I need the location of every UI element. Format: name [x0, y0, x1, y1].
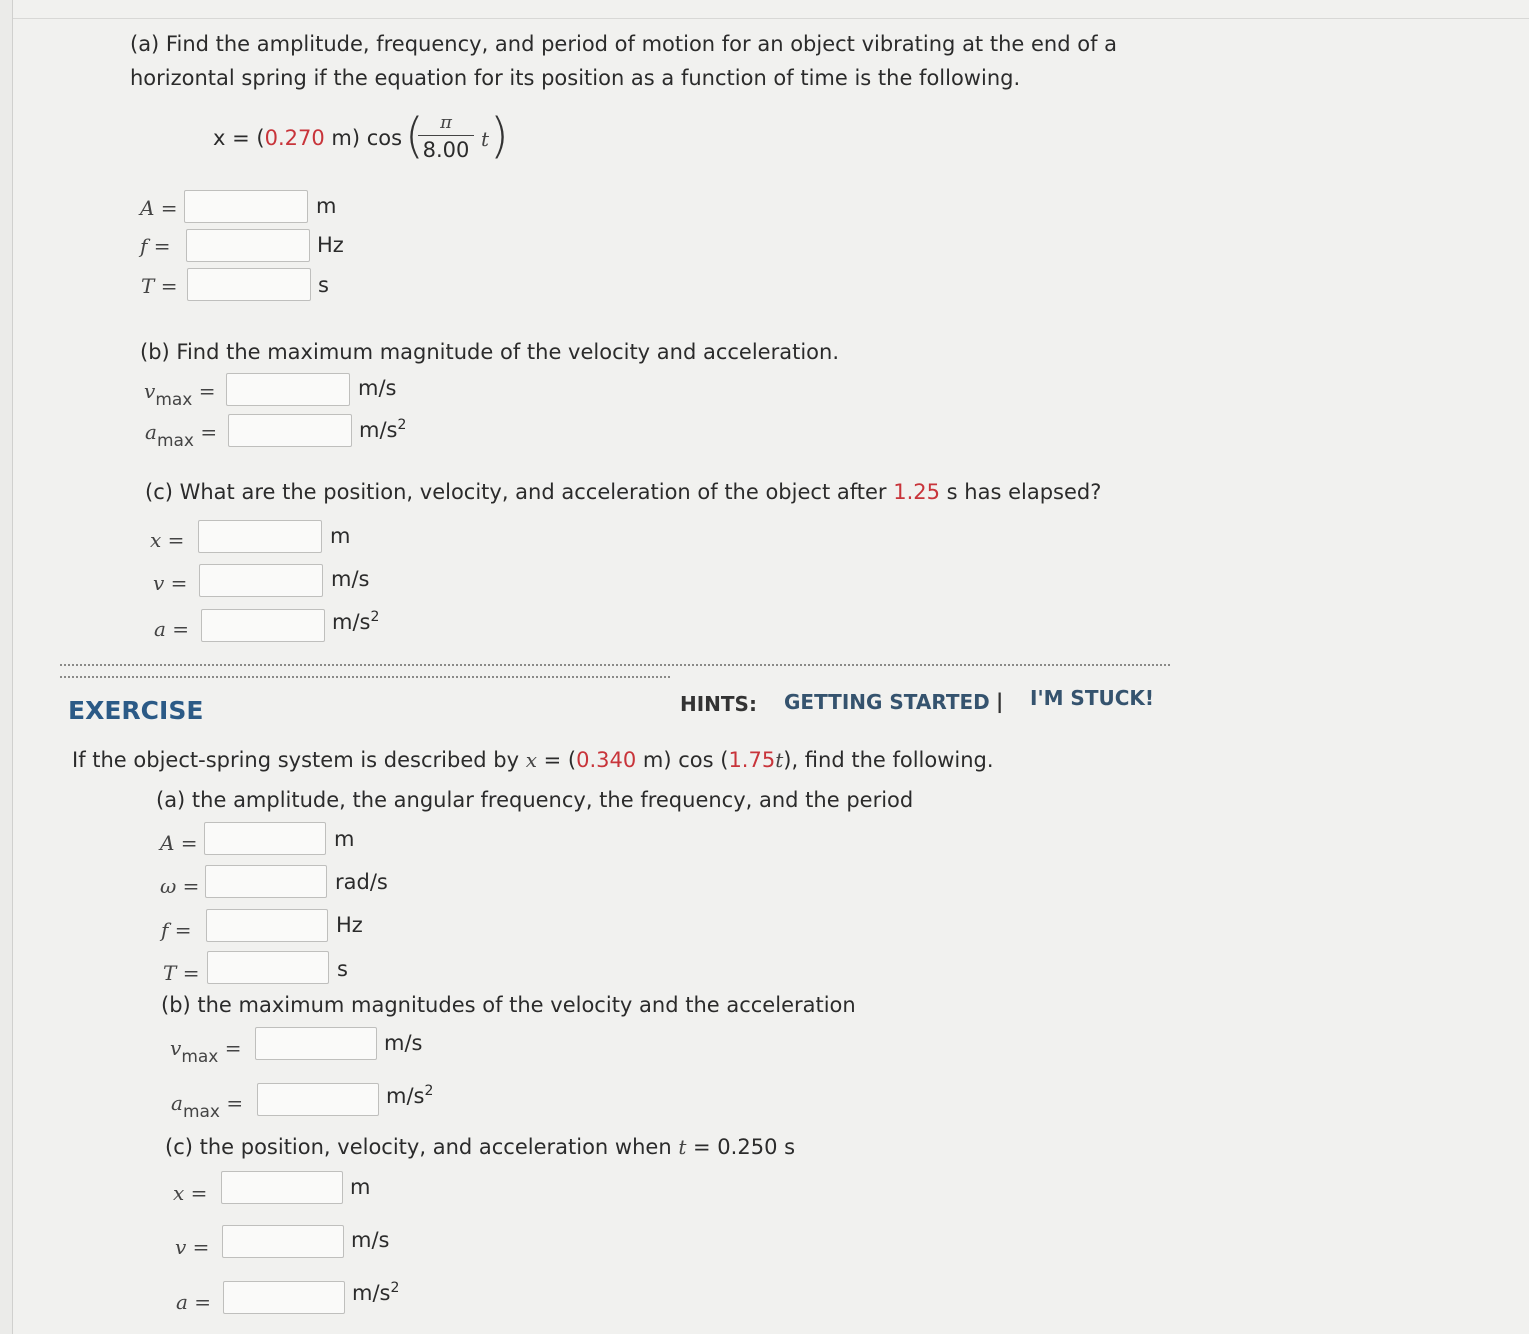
- part-c-time: 1.25: [893, 480, 940, 504]
- ex-acceleration-input[interactable]: [223, 1281, 345, 1314]
- ex-label-A: A =: [160, 831, 198, 855]
- label-f: f =: [140, 234, 171, 258]
- ex-unit-vmax: m/s: [384, 1031, 423, 1055]
- intro-post: ), find the following.: [783, 748, 994, 772]
- ex-unit-a: [352, 1280, 399, 1305]
- ex-angular-frequency-input[interactable]: [205, 865, 327, 898]
- period-input[interactable]: [187, 268, 311, 301]
- section-divider: [60, 664, 1170, 666]
- part-a-prompt-line1: (a) Find the amplitude, frequency, and period of motion for an object vibrating at the end of a: [130, 32, 1117, 56]
- top-divider: [12, 18, 1529, 19]
- ex-a-symbol: a: [171, 1091, 183, 1115]
- ex-unit-s: s: [337, 957, 348, 981]
- vmax-input[interactable]: [226, 373, 350, 406]
- equation-amplitude: 0.270: [264, 126, 325, 150]
- hint-getting-started-link[interactable]: GETTING STARTED: [784, 690, 990, 714]
- ex-unit-rad-s: rad/s: [335, 870, 388, 894]
- ex-v-symbol: v: [170, 1036, 182, 1060]
- part-c-post: s has elapsed?: [939, 480, 1102, 504]
- label-a: a =: [154, 617, 190, 641]
- equation-fraction: [418, 112, 474, 162]
- ex-label-f: f =: [161, 918, 192, 942]
- unit-amax: [359, 417, 406, 442]
- exercise-c-prompt: [165, 1135, 795, 1159]
- equation-lhs: x = (: [213, 126, 265, 150]
- v-symbol: v: [144, 379, 156, 403]
- ex-unit-a-exp: 2: [390, 1280, 400, 1296]
- ex-label-v: v =: [175, 1235, 210, 1259]
- exercise-a-prompt: (a) the amplitude, the angular frequency, the frequency, and the period: [156, 788, 914, 812]
- paren-close: ): [490, 108, 509, 164]
- equation-var: t: [481, 127, 490, 151]
- ex-label-T: T =: [163, 961, 200, 985]
- ex-v-subscript: max: [181, 1047, 219, 1067]
- amplitude-input[interactable]: [184, 190, 308, 223]
- unit-v: m/s: [331, 567, 370, 591]
- ex-unit-amax-exp: 2: [424, 1083, 434, 1099]
- unit-amax-exp: 2: [397, 417, 407, 433]
- left-border: [12, 0, 13, 1334]
- frequency-input[interactable]: [186, 229, 310, 262]
- intro-omega: 1.75: [728, 748, 776, 772]
- amax-input[interactable]: [228, 414, 352, 447]
- exercise-title: EXERCISE: [68, 696, 204, 725]
- label-v: v =: [153, 571, 188, 595]
- ex-amplitude-input[interactable]: [204, 822, 326, 855]
- intro-mid: m) cos (: [636, 748, 729, 772]
- position-input[interactable]: [198, 520, 322, 553]
- a-equals: =: [200, 420, 218, 444]
- section-divider-lower: [60, 676, 670, 678]
- ex-amax-input[interactable]: [257, 1083, 379, 1116]
- label-vmax: [144, 379, 216, 410]
- paren-open: (: [405, 108, 424, 164]
- ex-a-subscript: max: [182, 1102, 220, 1122]
- v-equals: =: [198, 379, 216, 403]
- v-subscript: max: [155, 390, 193, 410]
- ex-unit-x: m: [350, 1175, 371, 1199]
- label-T: T =: [141, 274, 178, 298]
- ex-position-input[interactable]: [221, 1171, 343, 1204]
- unit-amax-base: m/s: [359, 418, 398, 442]
- ex-unit-a-base: m/s: [352, 1281, 391, 1305]
- intro-x: x: [525, 748, 537, 772]
- equation-unit: m) cos: [324, 126, 403, 150]
- part-a-prompt-line2: horizontal spring if the equation for its position as a function of time is the following.: [130, 66, 1021, 90]
- ex-unit-hz: Hz: [336, 913, 363, 937]
- label-A: A =: [140, 196, 178, 220]
- unit-a: [332, 609, 379, 634]
- a-symbol: a: [145, 420, 157, 444]
- equation: [213, 126, 402, 150]
- unit-hz: Hz: [317, 233, 344, 257]
- unit-a-exp: 2: [370, 609, 380, 625]
- intro-amplitude: 0.340: [576, 748, 637, 772]
- ex-unit-amax: [386, 1083, 433, 1108]
- ex-label-omega: ω =: [160, 874, 200, 898]
- ex-unit-v: m/s: [351, 1228, 390, 1252]
- ex-unit-m: m: [334, 827, 355, 851]
- unit-a-base: m/s: [332, 610, 371, 634]
- acceleration-input[interactable]: [201, 609, 325, 642]
- fraction-numerator: π: [440, 112, 452, 133]
- hints-label: HINTS:: [680, 692, 757, 716]
- unit-m: m: [316, 194, 337, 218]
- ex-velocity-input[interactable]: [222, 1225, 344, 1258]
- hint-separator: |: [996, 689, 1004, 713]
- a-subscript: max: [156, 431, 194, 451]
- ex-label-a: a =: [176, 1290, 212, 1314]
- unit-s: s: [318, 273, 329, 297]
- ex-unit-amax-base: m/s: [386, 1084, 425, 1108]
- intro-pre: If the object-spring system is described by: [72, 748, 526, 772]
- label-amax: [145, 420, 218, 451]
- ex-frequency-input[interactable]: [206, 909, 328, 942]
- part-c-prompt: [145, 480, 1101, 504]
- ex-a-equals: =: [226, 1091, 244, 1115]
- ex-c-post: = 0.250 s: [686, 1135, 796, 1159]
- intro-eq: = (: [536, 748, 577, 772]
- ex-label-x: x =: [173, 1181, 208, 1205]
- exercise-intro: [72, 748, 994, 772]
- ex-v-equals: =: [224, 1036, 242, 1060]
- ex-label-amax: [171, 1091, 244, 1122]
- ex-label-vmax: [170, 1036, 242, 1067]
- label-x: x =: [150, 528, 185, 552]
- ex-vmax-input[interactable]: [255, 1027, 377, 1060]
- unit-x: m: [330, 524, 351, 548]
- part-c-pre: (c) What are the position, velocity, and acceleration of the object after: [145, 480, 894, 504]
- part-b-prompt: (b) Find the maximum magnitude of the velocity and acceleration.: [140, 340, 840, 364]
- unit-vmax: m/s: [358, 376, 397, 400]
- ex-c-t: t: [678, 1135, 687, 1159]
- intro-t: t: [775, 748, 784, 772]
- velocity-input[interactable]: [199, 564, 323, 597]
- fraction-denominator: 8.00: [422, 138, 470, 162]
- hint-im-stuck-link[interactable]: I'M STUCK!: [1030, 686, 1155, 710]
- fraction-bar: [418, 135, 474, 136]
- ex-c-pre: (c) the position, velocity, and acceleration when: [165, 1135, 679, 1159]
- exercise-b-prompt: (b) the maximum magnitudes of the velocity and the acceleration: [161, 993, 856, 1017]
- ex-period-input[interactable]: [207, 951, 329, 984]
